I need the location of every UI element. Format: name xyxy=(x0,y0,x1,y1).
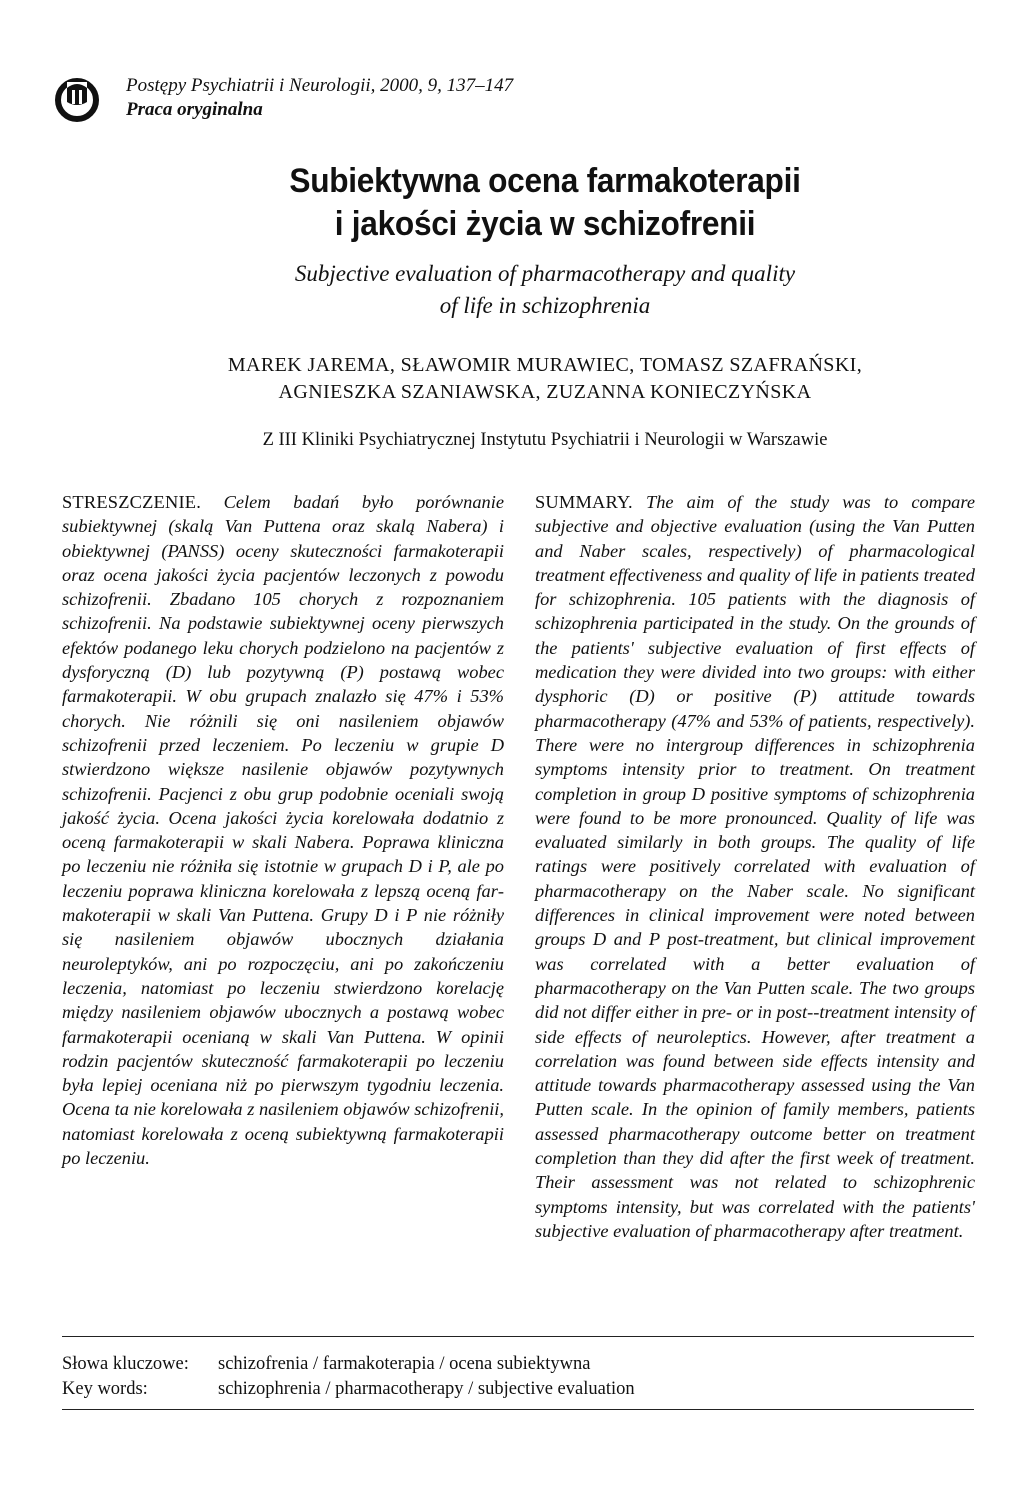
keywords-top-rule xyxy=(62,1336,974,1337)
abstract-english-heading: SUMMARY. xyxy=(535,492,633,512)
journal-logo-icon xyxy=(55,78,99,122)
keywords-english xyxy=(62,1377,635,1401)
title-english-line: Subjective evaluation of pharmacotherapy and quality xyxy=(294,261,796,286)
keywords-polish-label: Słowa kluczowe: xyxy=(62,1354,189,1374)
title-english-line: of life in schizophrenia xyxy=(439,293,651,318)
abstract-polish-body: Celem badań było porównanie subiektywnej (skalą Van Puttena oraz skalą Nabera) i obiektywnej (PANSS) oceny skuteczności farmakoterapii oraz ocena jakości życia pacjentów leczonych z powodu schizofrenii. Zbadano 105 chorych z rozpoznaniem schizofrenii. Na podstawie subiektywnej oceny pierwszych efektów podanego leku chorych podzielono na pacjentów z dysforyczną (D) lub pozytywną (P) postawą wobec farmakoterapii. W obu grupach znalazło się 47% i 53% chorych. Nie różnili się oni nasileniem objawów schizofrenii przed leczeniem. Po leczeniu w grupie D stwierdzono większe nasilenie objawów pozytywnych schizofrenii. Pacjenci z obu grup podobnie oceniali swoją jakość życia. Ocena jakości życia korelowała dodatnio z oceną farmakoterapii w skali Nabera. Poprawa kliniczna po leczeniu nie różniła się istotnie w grupach D i P, ale po leczeniu poprawa kliniczna korelowała z lepszą oceną farmakoterapii w skali Van Puttena. Grupy D i P nie różniły się nasileniem objawów ubocznych działania neuroleptyków, ani po rozpoczęciu, ani po zakończeniu leczenia, natomiast po leczeniu stwierdzono korelację między nasileniem objawów ubocznych a postawą wobec farmakoterapii ocenianą w skali Van Puttena. W opinii rodzin pacjentów skuteczność farmakoterapii po leczeniu była lepiej oceniana niż po pierwszym tygodniu leczenia. Ocena ta nie korelowała z nasileniem objawów schizofrenii, natomiast korelowała z oceną subiektywną farmakoterapii po leczeniu. xyxy=(62,492,505,1169)
abstract-polish-heading: STRESZCZENIE. xyxy=(62,492,201,512)
keywords-english-value: schizophrenia / pharmacotherapy / subjective evaluation xyxy=(218,1379,635,1399)
keywords-polish-value: schizofrenia / farmakoterapia / ocena subiektywna xyxy=(218,1354,591,1374)
author-line: AGNIESZKA SZANIAWSKA, ZUZANNA KONIECZYŃSKA xyxy=(278,381,812,403)
keywords-bottom-rule xyxy=(62,1409,974,1410)
title-polish-line: Subiektywna ocena farmakoterapii xyxy=(289,162,801,200)
title-english xyxy=(110,258,980,322)
author-line: MAREK JAREMA, SŁAWOMIR MURAWIEC, TOMASZ SZAFRAŃSKI, xyxy=(227,354,863,376)
abstract-english-body: The aim of the study was to compare subjective and objective evaluation (using the Van Putten and Naber scales, respectively) of pharmacological treatment effectiveness and quality of life in patients treated for schizophrenia. 105 patients with the diagnosis of schizophrenia participated in the study. On the grounds of the patients' subjective evaluation of first effects of medication they were divided into two groups: with either dysphoric (D) or positive (P) attitude towards pharmacotherapy (47% and 53% of patients, respectively). There were no intergroup differences in schizophrenia symptoms intensity prior to treatment. On treatment completion in group D positive symptoms of schizophrenia were found to be more pronounced. Quality of life was evaluated similarly in both groups. The quality of life ratings were positively correlated with evaluation of pharmacotherapy on the Naber scale. No significant differences in clinical improvement were noted between groups D and P post-treatment, but clinical improvement was correlated with a better evaluation of pharmacotherapy on the Van Putten scale. The two groups did not differ either in pre- or in post-​-treatment intensity of side effects of neuroleptics. However, after treatment a correlation was found between side effects intensity and attitude towards pharmacotherapy assessed using the Van Putten scale. In the opinion of family members, patients assessed pharmacotherapy outcome better on treatment completion than they did after the first week of treatment. Their assessment was not related to schizophrenic symptoms intensity, but was correlated with the patients' subjective evaluation of pharmacotherapy after treatment. xyxy=(535,492,975,1241)
journal-citation: Postępy Psychiatrii i Neurologii, 2000, 9, 137–147 xyxy=(126,75,514,96)
affiliation: Z III Kliniki Psychiatrycznej Instytutu Psychiatrii i Neurologii w Warszawie xyxy=(262,430,828,450)
title-polish xyxy=(140,160,949,246)
keywords-english-label: Key words: xyxy=(62,1379,148,1399)
article-type: Praca oryginalna xyxy=(126,99,263,120)
keywords-polish xyxy=(62,1352,590,1376)
abstract-polish xyxy=(62,490,504,1170)
abstract-english xyxy=(535,490,975,1243)
title-polish-line: i jakości życia w schizofrenii xyxy=(334,205,756,243)
author-list xyxy=(110,352,980,406)
journal-header xyxy=(126,74,513,122)
